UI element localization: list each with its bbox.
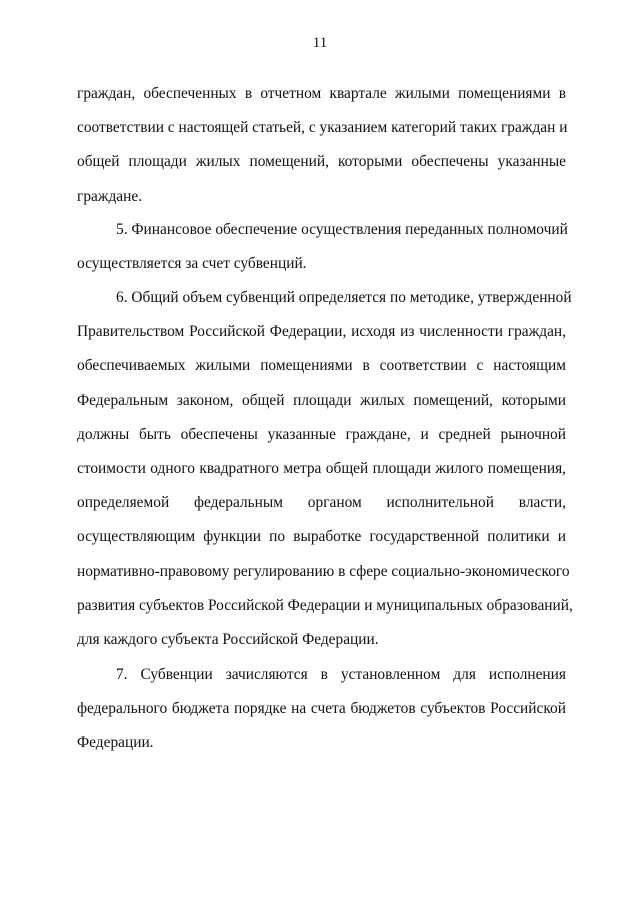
paragraph-item-7 xyxy=(77,658,566,761)
text-line: федерального бюджета порядке на счета бюджетов субъектов Российской xyxy=(77,700,566,718)
paragraph-item-5 xyxy=(77,213,566,281)
text-line: стоимости одного квадратного метра общей площади жилого помещения, xyxy=(77,460,566,478)
text-line: граждан, обеспеченных в отчетном квартале жилыми помещениями в xyxy=(77,85,566,102)
text-line: нормативно-правовому регулированию в сфере социально-экономического xyxy=(77,562,570,580)
text-line: должны быть обеспечены указанные граждане, и средней рыночной xyxy=(77,425,566,443)
paragraph-item-6 xyxy=(77,281,573,657)
text-line: соответствии с настоящей статьей, с указанием категорий таких граждан и xyxy=(77,119,568,137)
text-line: развития субъектов Российской Федерации и муниципальных образований, xyxy=(77,596,573,614)
text-line: Федеральным законом, общей площади жилых помещений, которыми xyxy=(77,391,566,409)
paragraph-continuation xyxy=(77,77,566,214)
text-line: 7. Субвенции зачисляются в установленном для исполнения xyxy=(116,666,566,683)
text-line: 5. Финансовое обеспечение осуществления переданных полномочий xyxy=(116,221,568,238)
text-line: осуществляющим функции по выработке государственной политики и xyxy=(77,528,566,546)
text-line: для каждого субъекта Российской Федерации. xyxy=(77,631,379,649)
text-line: Федерации. xyxy=(77,734,154,752)
text-line: определяемой федеральным органом исполнительной власти, xyxy=(77,494,566,512)
text-line: осуществляется за счет субвенций. xyxy=(77,255,307,273)
text-line: граждане. xyxy=(77,187,143,205)
text-line: 6. Общий объем субвенций определяется по методике, утвержденной xyxy=(116,289,572,306)
text-line: общей площади жилых помещений, которыми обеспечены указанные xyxy=(77,153,566,171)
text-line: Правительством Российской Федерации, исходя из численности граждан, xyxy=(77,323,566,341)
page-number: 11 xyxy=(312,35,328,51)
text-line: обеспечиваемых жилыми помещениями в соответствии с настоящим xyxy=(77,357,566,375)
